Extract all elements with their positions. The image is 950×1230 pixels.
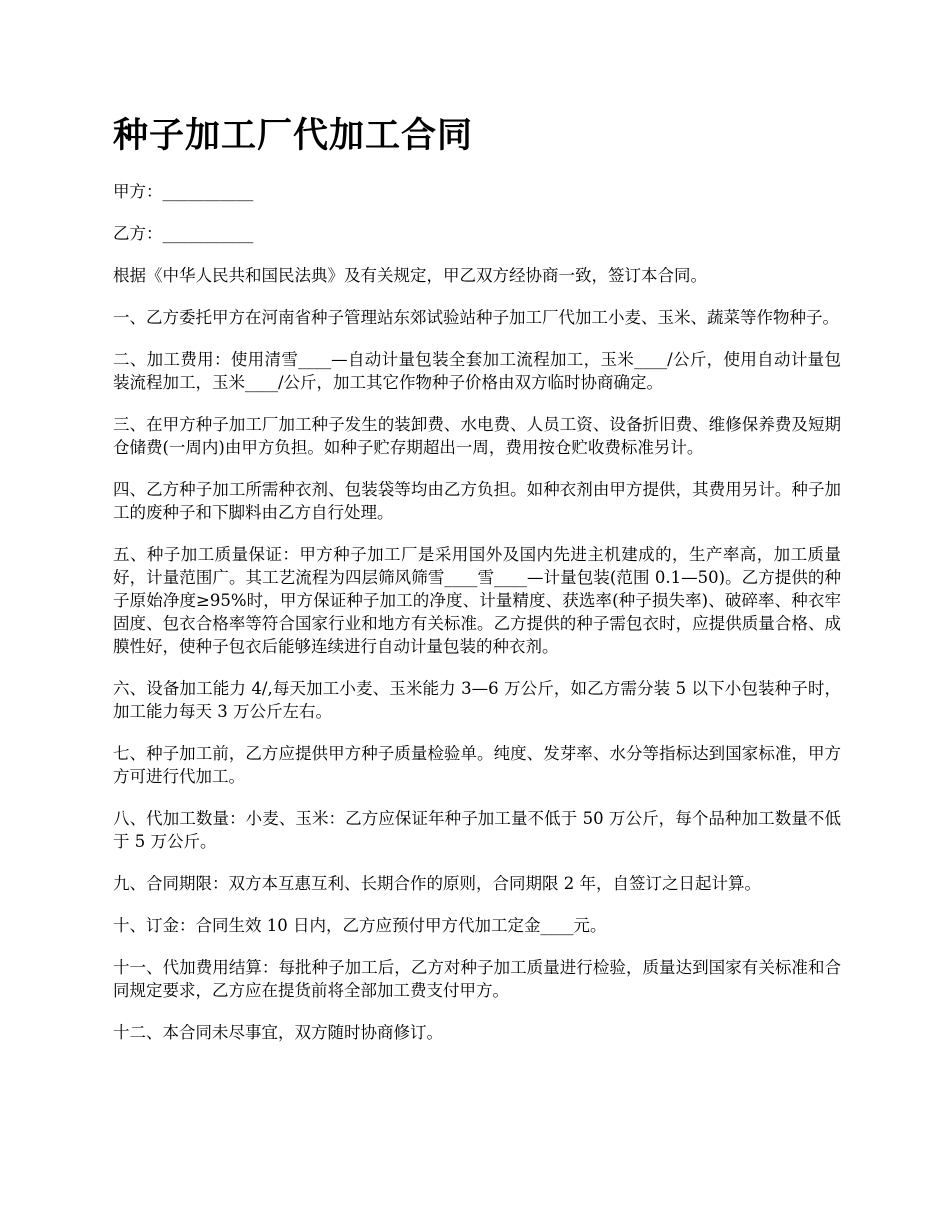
contract-page <box>113 108 841 1063</box>
party-b-line: 乙方：___________ <box>113 224 254 243</box>
clause-4: 四、乙方种子加工所需种衣剂、包装袋等均由乙方负担。如种衣剂由甲方提供，其费用另计。种子加工的废种子和下脚料由乙方自行处理。 <box>113 480 841 522</box>
party-a-line: 甲方：___________ <box>113 182 254 201</box>
intro-paragraph: 根据《中华人民共和国民法典》及有关规定，甲乙双方经协商一致，签订本合同。 <box>113 266 707 285</box>
document-title: 种子加工厂代加工合同 <box>113 115 474 156</box>
clause-1: 一、乙方委托甲方在河南省种子管理站东郊试验站种子加工厂代加工小麦、玉米、蔬菜等作物种子。 <box>113 308 839 327</box>
clause-7: 七、种子加工前，乙方应提供甲方种子质量检验单。纯度、发芽率、水分等指标达到国家标准，甲方方可进行代加工。 <box>113 744 841 786</box>
clause-9: 九、合同期限：双方本互惠互利、长期合作的原则，合同期限 2 年，自签订之日起计算。 <box>113 874 761 893</box>
clause-8: 八、代加工数量：小麦、玉米：乙方应保证年种子加工量不低于 50 万公斤，每个品种加工数量不低于 5 万公斤。 <box>113 809 841 851</box>
clause-5: 五、种子加工质量保证：甲方种子加工厂是采用国外及国内先进主机建成的，生产率高，加工质量好，计量范围广。其工艺流程为四层筛风筛雪____雪____—计量包装(范围 0.1—50)。乙方提供的种子原始净度≥95%时，甲方保证种子加工的净度、计量精度、获选率(种子损失率)、破碎率、种衣牢固度、包衣合格率等符合国家行业和地方有关标准。乙方提供的种子需包衣时，应提供质量合格、成膜性好，使种子包衣后能够连续进行自动计量包装的种衣剂。 <box>113 545 841 656</box>
clause-2: 二、加工费用：使用清雪____—自动计量包装全套加工流程加工，玉米____/公斤，使用自动计量包装流程加工，玉米____/公斤，加工其它作物种子价格由双方临时协商确定。 <box>113 350 841 392</box>
clause-6: 六、设备加工能力 4/,每天加工小麦、玉米能力 3—6 万公斤，如乙方需分装 5 以下小包装种子时，加工能力每天 3 万公斤左右。 <box>113 679 841 721</box>
clause-10: 十、订金：合同生效 10 日内，乙方应预付甲方代加工定金____元。 <box>113 916 607 935</box>
clause-12: 十二、本合同未尽事宜，双方随时协商修订。 <box>113 1023 443 1042</box>
clause-3: 三、在甲方种子加工厂加工种子发生的装卸费、水电费、人员工资、设备折旧费、维修保养费及短期仓储费(一周内)由甲方负担。如种子贮存期超出一周，费用按仓贮收费标准另计。 <box>113 415 841 457</box>
clause-11: 十一、代加费用结算：每批种子加工后，乙方对种子加工质量进行检验，质量达到国家有关标准和合同规定要求，乙方应在提货前将全部加工费支付甲方。 <box>113 958 841 1000</box>
